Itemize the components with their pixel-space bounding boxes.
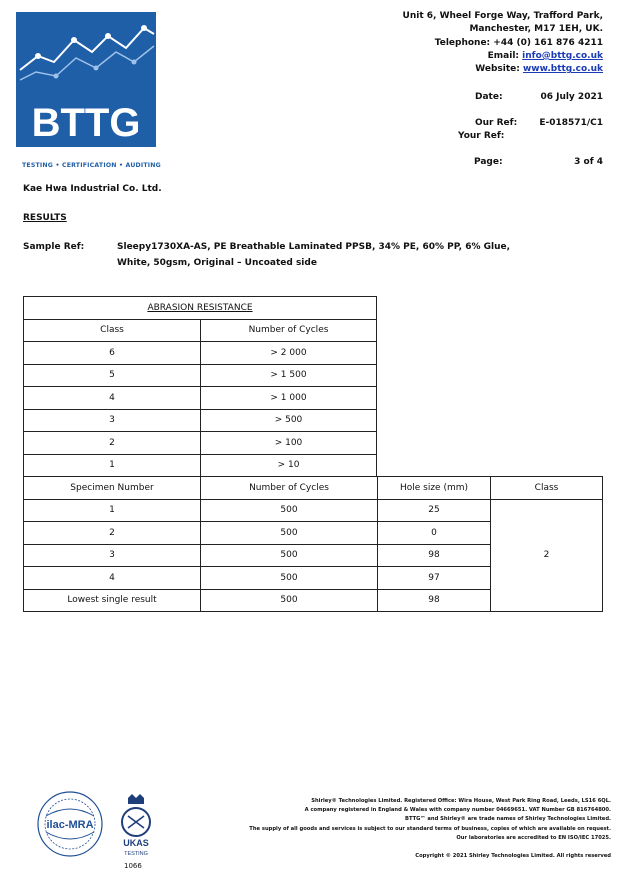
ilac-mra-logo	[36, 790, 104, 858]
results-row: 2 500 0	[24, 522, 603, 545]
results-table	[23, 476, 603, 612]
sample-ref-line-2: White, 50gsm, Original – Uncoated side	[117, 258, 317, 268]
results-row: 3 500 98	[24, 544, 603, 567]
results-header-hole: Hole size (mm)	[378, 477, 491, 500]
ukas-text: UKAS	[123, 838, 149, 848]
logo-wordmark: BTTG	[31, 101, 141, 145]
your-ref-label: Your Ref:	[458, 131, 505, 141]
abrasion-row: 4 > 1 000	[24, 387, 377, 410]
abrasion-row: 5 > 1 500	[24, 364, 377, 387]
page-value: 3 of 4	[574, 157, 603, 167]
footer-legal-text: Shirley® Technologies Limited. Registered Office: Wira House, West Park Ring Road, Leeds, LS16 6QL. A company registered in England & Wales with company number 04669651. VAT Number GB 816764800. BTTG™ and Shirley® are trade names of Shirley Technologies Limited. The supply of all goods and services is subject to our standard terms of business, copies of which are available on request. Our laboratories are accredited to EN ISO/IEC 17025.	[249, 798, 611, 841]
logo-tagline: TESTING • CERTIFICATION • AUDITING	[22, 162, 161, 169]
abrasion-row: 6 > 2 000	[24, 342, 377, 365]
sample-ref-label: Sample Ref:	[23, 242, 85, 252]
abrasion-header-class: Class	[24, 319, 201, 342]
abrasion-resistance-table	[23, 296, 377, 477]
telephone: Telephone: +44 (0) 161 876 4211	[434, 37, 603, 48]
address-line-1: Unit 6, Wheel Forge Way, Trafford Park,	[402, 11, 603, 21]
client-name: Kae Hwa Industrial Co. Ltd.	[23, 184, 162, 194]
ukas-number: 1066	[124, 862, 142, 870]
results-header-specimen: Specimen Number	[24, 477, 201, 500]
results-class-value: 2	[491, 499, 603, 612]
ukas-logo	[110, 792, 162, 858]
footer-copyright: Copyright © 2021 Shirley Technologies Limited. All rights reserved	[415, 853, 611, 859]
bttg-logo	[16, 12, 156, 147]
section-title: RESULTS	[23, 213, 67, 223]
our-ref-value: E-018571/C1	[539, 118, 603, 128]
abrasion-header-cycles: Number of Cycles	[201, 319, 377, 342]
website-row: Website: www.bttg.co.uk	[475, 64, 603, 75]
abrasion-title: ABRASION RESISTANCE	[24, 297, 377, 320]
email-link[interactable]: info@bttg.co.uk	[522, 50, 603, 61]
website-link[interactable]: www.bttg.co.uk	[522, 64, 603, 75]
results-header-class: Class	[491, 477, 603, 500]
email-row: Email: info@bttg.co.uk	[487, 50, 603, 61]
ilac-text: ilac-MRA	[46, 819, 94, 831]
results-header-cycles: Number of Cycles	[201, 477, 378, 500]
address-line-2: Manchester, M17 1EH, UK.	[469, 24, 603, 35]
sample-ref-line-1: Sleepy1730XA-AS, PE Breathable Laminated PPSB, 34% PE, 60% PP, 6% Glue,	[117, 242, 511, 252]
date-value: 06 July 2021	[540, 92, 603, 102]
company-address	[403, 10, 603, 76]
abrasion-row: 2 > 100	[24, 432, 377, 455]
date-label: Date:	[475, 92, 503, 102]
results-lowest-row: Lowest single result 500 98	[24, 589, 603, 612]
results-row: 1 500 25 2	[24, 499, 603, 522]
our-ref-label: Our Ref:	[475, 118, 518, 128]
results-row: 4 500 97	[24, 567, 603, 590]
abrasion-row: 3 > 500	[24, 409, 377, 432]
abrasion-row: 1 > 10	[24, 454, 377, 477]
page-label: Page:	[474, 157, 503, 167]
ukas-sub: TESTING	[124, 851, 148, 857]
